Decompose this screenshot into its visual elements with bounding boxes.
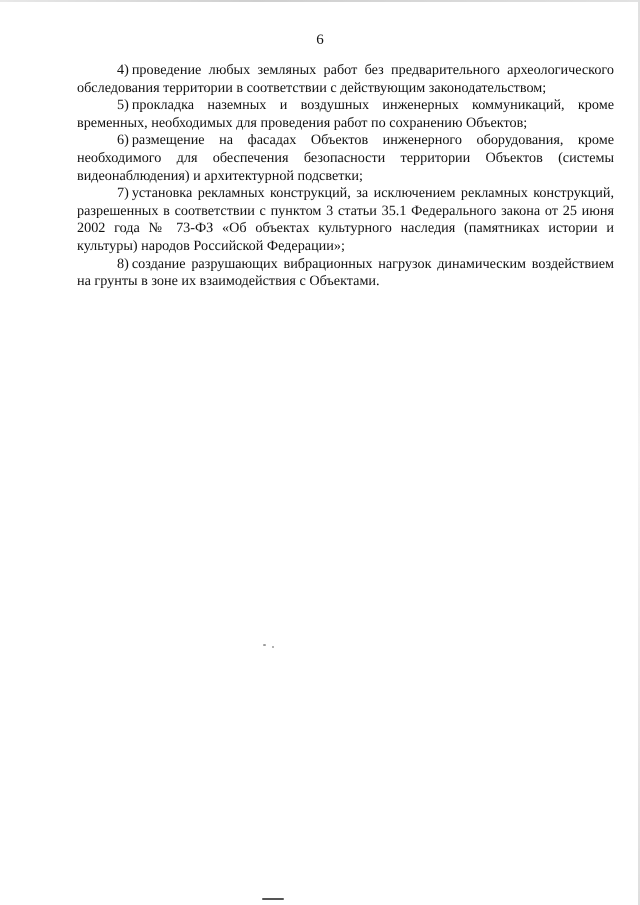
scan-speck bbox=[272, 646, 274, 648]
item-number: 7) bbox=[117, 185, 129, 202]
page-number: 6 bbox=[316, 32, 324, 48]
item-text: создание разрушающих вибрационных нагрузок динамическим воздействием на грунты в зоне их взаимодействия с Объектами. bbox=[77, 255, 614, 290]
scan-edge-top bbox=[0, 0, 640, 2]
list-item bbox=[77, 132, 614, 185]
item-number: 4) bbox=[117, 62, 129, 78]
item-number: 5) bbox=[117, 97, 129, 114]
list-item bbox=[77, 62, 614, 97]
item-text: установка рекламных конструкций, за исключением рекламных конструкций, разрешенных в соответствии с пунктом 3 статьи 35.1 Федерального закона от 25 июня 2002 года № 73-ФЗ «Об объектах культурного наследия (памятниках истории и культуры) народов Российской Федерации»; bbox=[77, 185, 614, 254]
scan-speck bbox=[263, 644, 266, 646]
item-text: размещение на фасадах Объектов инженерного оборудования, кроме необходимого для обеспечения безопасности территории Объектов (системы видеонаблюдения) и архитектурной подсветки; bbox=[77, 132, 614, 184]
item-text: прокладка наземных и воздушных инженерных коммуникаций, кроме временных, необходимых для проведения работ по сохранению Объектов; bbox=[77, 97, 614, 131]
list-item bbox=[77, 256, 614, 291]
item-number: 6) bbox=[117, 132, 129, 149]
list-item bbox=[77, 185, 614, 255]
item-text: проведение любых земляных работ без предварительного археологического обследования территории в соответствии с действующим законодательством; bbox=[77, 62, 614, 96]
list-item bbox=[77, 97, 614, 132]
document-body bbox=[77, 62, 614, 291]
scan-mark bbox=[262, 898, 284, 900]
item-number: 8) bbox=[117, 255, 129, 272]
